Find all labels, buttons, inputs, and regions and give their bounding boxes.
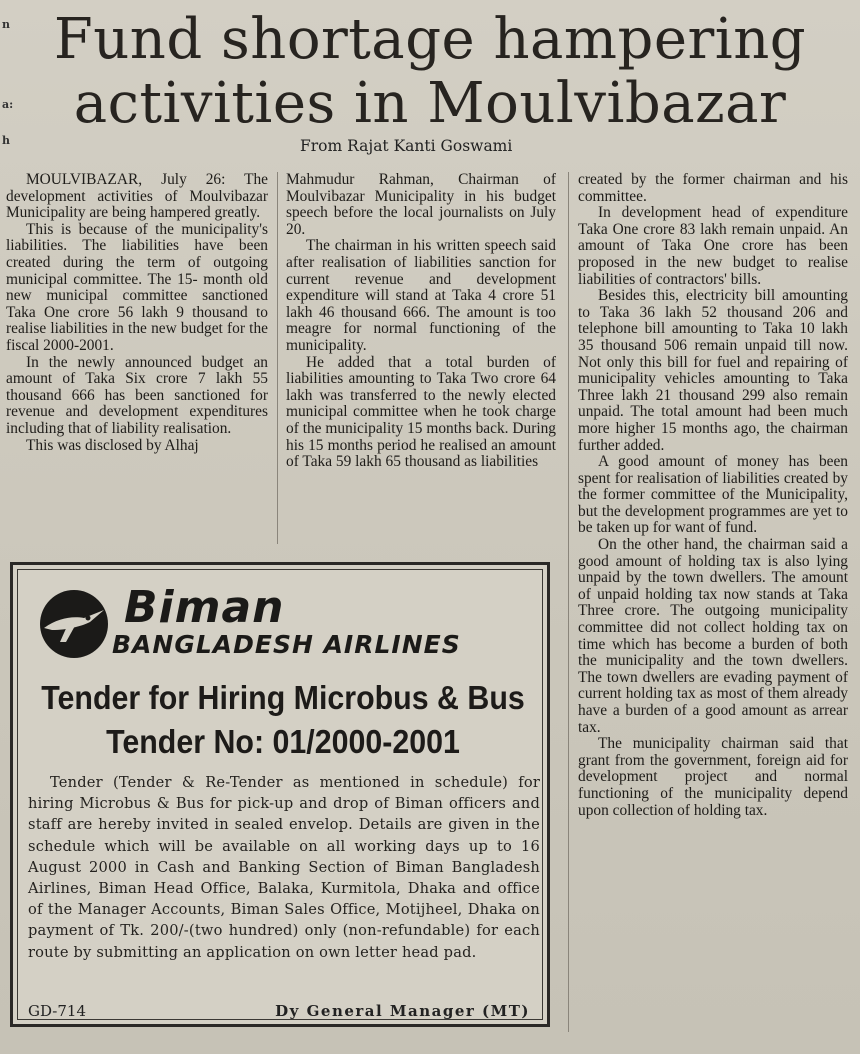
- byline: From Rajat Kanti Goswami: [300, 137, 513, 155]
- tender-advertisement: [10, 562, 550, 1027]
- paragraph: In development head of expenditure Taka One crore 83 lakh remain unpaid. An amount of Taka One crore has been proposed in the new budget to realise liabilities of contractors' bills.: [578, 204, 848, 288]
- paragraph: In the newly announced budget an amount of Taka Six crore 7 lakh 55 thousand 666 has been sanctioned for revenue and development expenditures including that of liability realisation.: [6, 353, 268, 437]
- article-column-3: [578, 172, 848, 1047]
- brand-name: Biman: [124, 582, 285, 633]
- tender-body: [28, 772, 540, 963]
- left-edge-fragment: h: [2, 134, 10, 147]
- paragraph: The chairman in his written speech said after realisation of liabilities sanction for current revenue and development expenditure will stand at Taka 4 crore 51 lakh 46 thousand 666. The amount is too meagre for normal functioning of the municipality.: [286, 237, 556, 354]
- biman-stork-icon: [38, 588, 110, 660]
- column-rule: [277, 172, 278, 544]
- paragraph: This was disclosed by Alhaj: [26, 436, 199, 454]
- ad-inner-frame: [17, 569, 543, 1020]
- tender-number: Tender No: 01/2000-2001: [106, 723, 460, 760]
- article-column-1: [6, 172, 268, 552]
- biman-logo: [38, 584, 538, 664]
- ad-reference: GD-714: [28, 1002, 86, 1020]
- paragraph: A good amount of money has been spent for realisation of liabilities created by the former committee of the Municipality, but the development programmes are yet to be taken up for want of fund.: [578, 453, 848, 537]
- headline-line-2: activities in Moulvibazar: [73, 71, 787, 136]
- paragraph: created by the former chairman and his committee.: [578, 172, 848, 205]
- headline-line-1: Fund shortage hampering: [53, 7, 807, 72]
- paragraph: MOULVIBAZAR, July 26: The development activities of Moulvibazar Municipality are being hampered greatly.: [6, 172, 268, 222]
- article-column-2: [286, 172, 556, 550]
- tender-title: Tender for Hiring Microbus & Bus: [41, 679, 525, 716]
- article-headline: [40, 8, 820, 136]
- paragraph: He added that a total burden of liabilities amounting to Taka Two crore 64 lakh was transferred to the newly elected municipal committee when he took charge of the municipality 15 months back. During his 15 months period he realised an amount of Taka 59 lakh 65 thousand as liabilities: [286, 353, 556, 471]
- paragraph: The municipality chairman said that grant from the government, foreign aid for development project and normal functioning of the municipality depend upon collection of holding tax.: [578, 735, 848, 819]
- paragraph: This is because of the municipality's liabilities. The liabilities have been created during the term of outgoing municipal committee. The 15- month old new municipal committee sanctioned Taka One crore 56 lakh 9 thousand to realise liabilities in the new budget for the fiscal 2000-2001.: [6, 220, 268, 354]
- paragraph: On the other hand, the chairman said a good amount of holding tax is also lying unpaid by the town dwellers. The amount of unpaid holding tax now stands at Taka Three crore. The outgoing municipality committee did not collect holding tax on time which has become a burden of both the municipality and the town dwellers. The town dwellers are evading payment of current holding tax as most of them already have a burden of a good amount as arrear tax.: [578, 536, 848, 736]
- column-rule: [568, 172, 569, 1032]
- brand-subtitle: BANGLADESH AIRLINES: [112, 630, 461, 659]
- paragraph: Mahmudur Rahman, Chairman of Moulvibazar Municipality in his budget speech before the local journalists on July 20.: [286, 172, 556, 238]
- tender-body-text: Tender (Tender & Re-Tender as mentioned in schedule) for hiring Microbus & Bus for pick-up and drop of Biman officers and staff are hereby invited in sealed envelop. Details are given in the schedule which will be available on all working days up to 16 August 2000 in Cash and Banking Section of Biman Bangladesh Airlines, Biman Head Office, Balaka, Kurmitola, Dhaka and office of the Manager Accounts, Biman Sales Office, Motijheel, Dhaka on payment of Tk. 200/-(two hundred) only (non-refundable) for each route by submitting an application on own letter head pad.: [28, 774, 540, 961]
- paragraph: Besides this, electricity bill amounting to Taka 36 lakh 52 thousand 206 and telephone bill amounting to Taka 10 lakh 35 thousand 506 remain unpaid till now. Not only this bill for fuel and repairing of municipality vehicles amounting to Taka Three lakh 21 thousand 299 also remain unpaid. The total amount had been much more higher 15 months ago, the chairman further added.: [578, 287, 848, 454]
- left-edge-fragment: a:: [2, 98, 14, 111]
- left-edge-fragment: n: [2, 18, 10, 31]
- ad-signature: Dy General Manager (MT): [275, 1002, 530, 1020]
